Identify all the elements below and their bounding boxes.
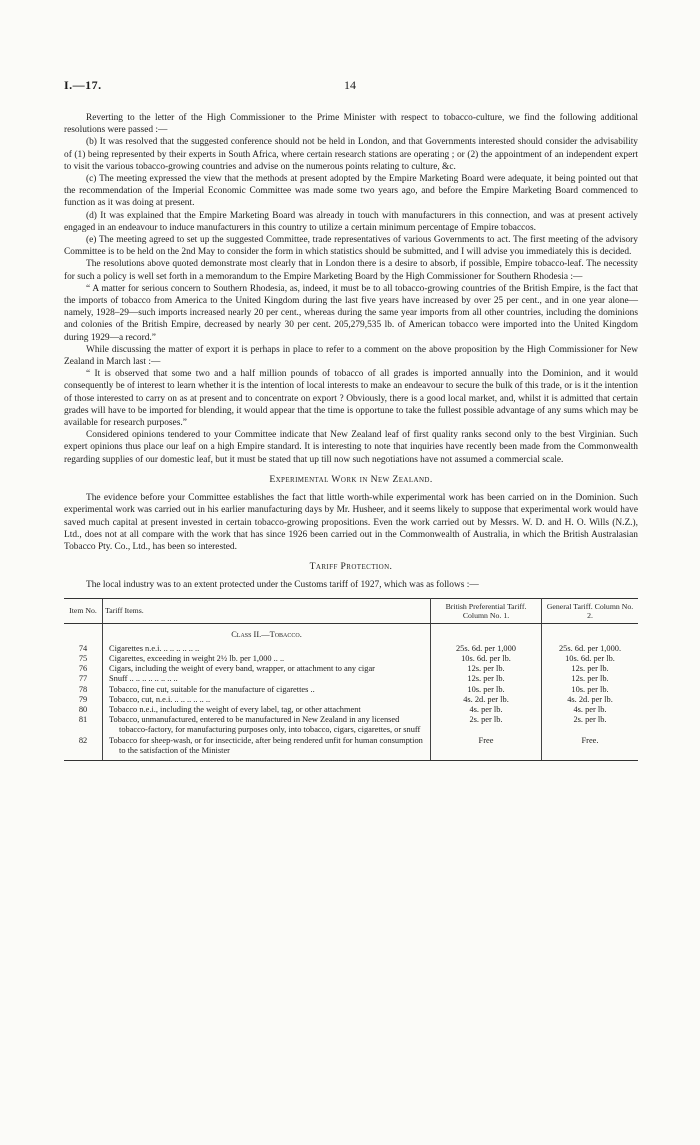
item-desc: Tobacco, fine cut, suitable for the manufacture of cigarettes .. [103, 685, 431, 695]
item-gen: 4s. per lb. [573, 704, 607, 714]
document-body [64, 112, 638, 761]
paragraph: Reverting to the letter of the High Commissioner to the Prime Minister with respect to tobacco-culture, we find the following additional resolutions were passed :— [64, 113, 638, 136]
header-item-no: Item No. [64, 598, 103, 623]
class-row [64, 623, 638, 644]
header-tariff-items: Tariff Items. [103, 598, 431, 623]
quotation: “ It is observed that some two and a half million pounds of tobacco of all grades is imported annually into the Dominion, and it would consequently be of interest to learn whether it is the intention of local interests to make an endeavour to secure the bulk of this trade, or is it the intention of those interested to carry on as at present and to concentrate on export ? Obviously, there is a good local market, and, whilst it is admitted that certain grades will have to be imported for blending, it would appear that the time is opportune to take the fullest possible advantage of any sums which may be available for research purposes.” [64, 369, 638, 429]
item-desc: Tobacco, unmanufactured, entered to be manufactured in New Zealand in any licensed tobacco-factory, for manufacturing purposes only, into tobacco, cigars, cigarettes, or snuff [103, 715, 431, 735]
paragraph: The evidence before your Committee establishes the fact that little worth-while experimental work has been carried on in the Dominion. Such experimental work was carried out in his earlier manufacturing days by Mr. Husheer, and it seems likely to suppose that experimental work would have saved much capital at present invested in certain tobacco-growing propositions. Even the work carried out by Messrs. W. D. and H. O. Wills (N.Z.), Ltd., does not at all compare with the work that has since 1926 been carried out in the Commonwealth of Australia, in which the British Australasian Tobacco Pty. Co., Ltd., has been so interested. [64, 493, 638, 552]
item-desc: Cigars, including the weight of every band, wrapper, or attachment to any cigar [103, 664, 431, 674]
item-desc: Cigarettes n.e.i. .. .. .. .. .. .. [103, 644, 431, 654]
paragraph: While discussing the matter of export it is perhaps in place to refer to a comment on the above proposition by the High Commissioner for New Zealand in March last :— [64, 344, 638, 368]
item-gen: 12s. per lb. [571, 664, 609, 674]
page-number: 14 [344, 78, 356, 92]
paragraph: (b) It was resolved that the suggested conference should not be held in London, and that Governments interested should consider the advisability of (1) being represented by their experts in South Africa, where certain research stations are operating ; or (2) the appointment of an independent expert to visit the various tobacco-growing countries and advise on the numerous points relating to culture, &c. [64, 137, 638, 172]
table-row [64, 644, 638, 654]
item-pref: 10s. per lb. [431, 685, 542, 695]
table-row [64, 674, 638, 684]
paragraph: (c) The meeting expressed the view that the methods at present adopted by the Empire Marketing Board were adequate, it being pointed out that the recommendation of the Imperial Economic Committee was made some two years ago, and before the Empire Marketing Board commenced to function as it was doing at present. [64, 174, 638, 209]
item-no: 82 [64, 736, 103, 761]
item-no: 81 [78, 715, 88, 725]
table-row [64, 695, 638, 705]
item-pref: 12s. per lb. [431, 664, 542, 674]
item-pref: 12s. per lb. [431, 674, 542, 684]
item-desc: Tobacco, cut, n.e.i. .. .. .. .. .. .. [103, 695, 431, 705]
tariff-table [64, 598, 638, 761]
quotation: “ A matter for serious concern to Southern Rhodesia, as, indeed, it must be to all tobacco-growing countries of the British Empire, is the fact that the imports of tobacco from America to the United Kingdom during the last five years have increased by over 25 per cent., and in one year alone—namely, 1928–29—such imports increased nearly 20 per cent., whereas during the same year imports from all other countries, including the dominions and colonies of the British Empire, decreased by nearly 30 per cent. 205,279,535 lb. of American tobacco were imported into the United Kingdom during 1929—a record.” [64, 283, 638, 343]
item-desc: Tobacco for sheep-wash, or for insecticide, after being rendered unfit for human consumption to the satisfaction of the Minister [103, 736, 431, 761]
item-no: 75 [78, 653, 88, 663]
table-row [64, 685, 638, 695]
paragraph: Considered opinions tendered to your Committee indicate that New Zealand leaf of first quality ranks second only to the best Virginian. Such expert opinions thus place our leaf on a high Empire standard. It is interesting to note that inquiries have recently been made from the Commonwealth regarding supplies of our domestic leaf, but it must be stated that up till now such negotiations have not assumed a commercial scale. [64, 430, 638, 465]
paragraph: (d) It was explained that the Empire Marketing Board was already in touch with manufacturers in this connection, and was at present actively engaged in an endeavour to induce manufacturers in this country to utilize a certain minimum percentage of Empire tobaccos. [64, 210, 638, 233]
class-label: Class II.—Tobacco. [103, 623, 431, 644]
paragraph: The resolutions above quoted demonstrate most clearly that in London there is a desire to absorb, if possible, Empire tobacco-leaf. The necessity for such a policy is well set forth in a memorandum to the Empire Marketing Board by the High Commissioner for Southern Rhodesia :— [64, 259, 638, 282]
item-no: 77 [78, 674, 88, 684]
item-gen: 25s. 6d. per 1,000. [558, 643, 622, 653]
item-gen: 10s. 6d. per lb. [565, 653, 615, 663]
item-gen: 2s. per lb. [573, 715, 607, 725]
table-row [64, 705, 638, 715]
item-desc: Snuff .. .. .. .. .. .. .. .. [103, 674, 431, 684]
table-row [64, 664, 638, 674]
header-general: General Tariff. Column No. 2. [542, 598, 639, 623]
paragraph: (e) The meeting agreed to set up the suggested Committee, trade representatives of various Governments to act. The first meeting of the advisory Committee is to be held on the 2nd May to consider the form in which statistics should be submitted, and I will advise you immediately this is decided. [64, 235, 638, 258]
item-no: 78 [78, 684, 88, 694]
table-row [64, 736, 638, 761]
item-no: 74 [78, 643, 88, 653]
item-no: 80 [78, 704, 88, 714]
table-header-row [64, 598, 638, 623]
item-pref: 25s. 6d. per 1,000 [431, 644, 542, 654]
item-desc: Tobacco n.e.i., including the weight of every label, tag, or other attachment [103, 705, 431, 715]
item-gen: 4s. 2d. per lb. [567, 694, 613, 704]
item-gen: Free. [542, 736, 639, 761]
item-no: 76 [78, 664, 88, 674]
table-row [64, 654, 638, 664]
item-pref: 10s. 6d. per lb. [431, 654, 542, 664]
item-desc: Cigarettes, exceeding in weight 2½ lb. per 1,000 .. .. [103, 654, 431, 664]
page-ref: I.—17. [64, 78, 102, 92]
header-preferential: British Preferential Tariff. Column No. 1. [431, 598, 542, 623]
table-row [64, 715, 638, 735]
item-no: 79 [78, 694, 88, 704]
item-pref: 2s. per lb. [431, 715, 542, 735]
section-heading-experimental: Experimental Work in New Zealand. [269, 473, 433, 485]
item-gen: 10s. per lb. [571, 684, 609, 694]
item-pref: Free [431, 736, 542, 761]
item-gen: 12s. per lb. [571, 674, 609, 684]
paragraph: The local industry was to an extent protected under the Customs tariff of 1927, which was as follows :— [86, 580, 479, 591]
item-pref: 4s. per lb. [431, 705, 542, 715]
item-pref: 4s. 2d. per lb. [431, 695, 542, 705]
section-heading-tariff: Tariff Protection. [309, 561, 393, 573]
